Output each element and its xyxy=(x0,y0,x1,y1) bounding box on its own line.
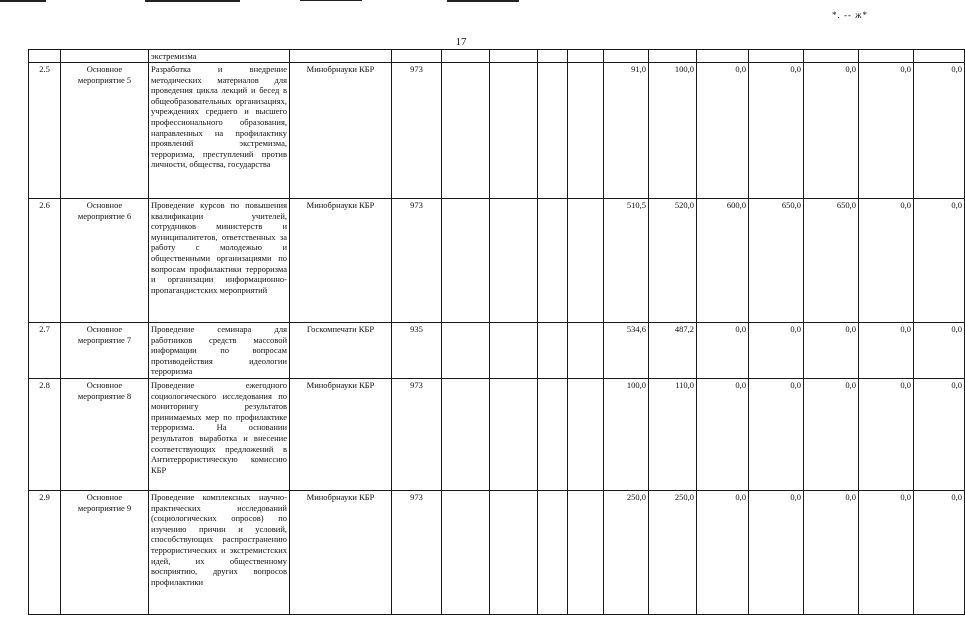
value-cell: 487,2 xyxy=(649,323,697,379)
value-cell: 650,0 xyxy=(804,199,859,323)
value-cell: 0,0 xyxy=(749,491,804,615)
row-kind: Основное мероприятие 8 xyxy=(61,379,149,491)
table-cell xyxy=(392,50,442,63)
empty-cell xyxy=(568,199,604,323)
value-cell: 510,5 xyxy=(604,199,649,323)
value-cell: 0,0 xyxy=(804,323,859,379)
continued-row xyxy=(29,50,965,63)
value-cell: 100,0 xyxy=(604,379,649,491)
row-code: 2.6 xyxy=(29,199,61,323)
value-cell: 520,0 xyxy=(649,199,697,323)
scan-artifact-line xyxy=(0,0,46,2)
empty-cell xyxy=(568,63,604,199)
page-number: 17 xyxy=(455,36,467,48)
value-cell: 0,0 xyxy=(749,379,804,491)
continued-description: экстремизма xyxy=(149,50,290,63)
value-cell: 0,0 xyxy=(859,323,914,379)
value-cell: 0,0 xyxy=(749,323,804,379)
empty-cell xyxy=(568,379,604,491)
table-cell xyxy=(290,50,392,63)
value-cell: 0,0 xyxy=(859,63,914,199)
value-cell: 91,0 xyxy=(604,63,649,199)
row-grbs-code: 935 xyxy=(392,323,442,379)
row-executor: Госкомпечати КБР xyxy=(290,323,392,379)
value-cell: 0,0 xyxy=(914,199,965,323)
value-cell: 100,0 xyxy=(649,63,697,199)
value-cell: 0,0 xyxy=(914,63,965,199)
empty-cell xyxy=(568,491,604,615)
empty-cell xyxy=(538,491,568,615)
table-row xyxy=(29,379,965,491)
value-cell: 0,0 xyxy=(914,379,965,491)
row-code: 2.8 xyxy=(29,379,61,491)
row-description: Проведение ежегодного социологического исследования по мониторингу результатов принимаемых мер по профилактике терроризма. На основании результатов выработка и внесение соответствующих предложений в Антитеррористическую комиссию КБР xyxy=(149,379,290,491)
row-kind: Основное мероприятие 7 xyxy=(61,323,149,379)
value-cell: 600,0 xyxy=(697,199,749,323)
value-cell: 0,0 xyxy=(859,491,914,615)
row-kind: Основное мероприятие 9 xyxy=(61,491,149,615)
value-cell: 0,0 xyxy=(804,491,859,615)
table-cell xyxy=(859,50,914,63)
row-description: Проведение семинара для работников средств массовой информации по вопросам противодействия идеологии терроризма xyxy=(149,323,290,379)
empty-cell xyxy=(490,323,538,379)
row-code: 2.5 xyxy=(29,63,61,199)
empty-cell xyxy=(442,379,490,491)
scan-artifact-line xyxy=(300,0,362,1)
row-code: 2.7 xyxy=(29,323,61,379)
empty-cell xyxy=(442,323,490,379)
scan-artifact-line xyxy=(145,0,240,2)
empty-cell xyxy=(442,199,490,323)
table-cell xyxy=(604,50,649,63)
value-cell: 0,0 xyxy=(697,379,749,491)
empty-cell xyxy=(490,491,538,615)
table-cell xyxy=(568,50,604,63)
value-cell: 650,0 xyxy=(749,199,804,323)
empty-cell xyxy=(538,63,568,199)
empty-cell xyxy=(538,379,568,491)
table-cell xyxy=(649,50,697,63)
table-row xyxy=(29,491,965,615)
table-cell xyxy=(61,50,149,63)
row-description: Проведение комплексных научно-практических исследований (социологических опросов) по изучению причин и условий, способствующих распространению террористических и экстремистских идей, их общественному восприятию, других вопросов профилактики xyxy=(149,491,290,615)
value-cell: 250,0 xyxy=(649,491,697,615)
program-table xyxy=(28,49,965,615)
table-cell xyxy=(914,50,965,63)
value-cell: 0,0 xyxy=(697,63,749,199)
value-cell: 0,0 xyxy=(914,491,965,615)
row-executor: Минобрнауки КБР xyxy=(290,491,392,615)
value-cell: 250,0 xyxy=(604,491,649,615)
table-row xyxy=(29,323,965,379)
row-executor: Минобрнауки КБР xyxy=(290,63,392,199)
row-kind: Основное мероприятие 6 xyxy=(61,199,149,323)
empty-cell xyxy=(490,379,538,491)
value-cell: 0,0 xyxy=(749,63,804,199)
row-grbs-code: 973 xyxy=(392,63,442,199)
row-grbs-code: 973 xyxy=(392,199,442,323)
empty-cell xyxy=(442,491,490,615)
value-cell: 110,0 xyxy=(649,379,697,491)
empty-cell xyxy=(568,323,604,379)
row-code: 2.9 xyxy=(29,491,61,615)
value-cell: 0,0 xyxy=(697,323,749,379)
table-cell xyxy=(538,50,568,63)
table-cell xyxy=(442,50,490,63)
value-cell: 0,0 xyxy=(697,491,749,615)
value-cell: 0,0 xyxy=(804,379,859,491)
row-kind: Основное мероприятие 5 xyxy=(61,63,149,199)
row-description: Разработка и внедрение методических материалов для проведения цикла лекций и бесед в общеобразовательных организациях, учреждениях среднего и высшего профессионального образования, направленных на профилактику проявлений экстремизма, терроризма, преступлений против личности, общества, государства xyxy=(149,63,290,199)
value-cell: 0,0 xyxy=(914,323,965,379)
empty-cell xyxy=(490,199,538,323)
table-cell xyxy=(490,50,538,63)
table-row xyxy=(29,63,965,199)
corner-mark: *. -- ж* xyxy=(832,10,868,20)
value-cell: 0,0 xyxy=(859,199,914,323)
row-description: Проведение курсов по повышения квалификации учителей, сотрудников министерств и муниципалитетов, ответственных за работу с молодежью и общественными организациями по вопросам профилактики терроризма и организации информационно-пропагандистских мероприятий xyxy=(149,199,290,323)
row-grbs-code: 973 xyxy=(392,491,442,615)
table-cell xyxy=(697,50,749,63)
table-cell xyxy=(29,50,61,63)
empty-cell xyxy=(538,323,568,379)
empty-cell xyxy=(490,63,538,199)
value-cell: 0,0 xyxy=(804,63,859,199)
scan-artifact-line xyxy=(447,0,519,2)
table-row xyxy=(29,199,965,323)
value-cell: 534,6 xyxy=(604,323,649,379)
row-executor: Минобрнауки КБР xyxy=(290,199,392,323)
row-grbs-code: 973 xyxy=(392,379,442,491)
value-cell: 0,0 xyxy=(859,379,914,491)
row-executor: Минобрнауки КБР xyxy=(290,379,392,491)
empty-cell xyxy=(538,199,568,323)
table-cell xyxy=(804,50,859,63)
table-cell xyxy=(749,50,804,63)
empty-cell xyxy=(442,63,490,199)
